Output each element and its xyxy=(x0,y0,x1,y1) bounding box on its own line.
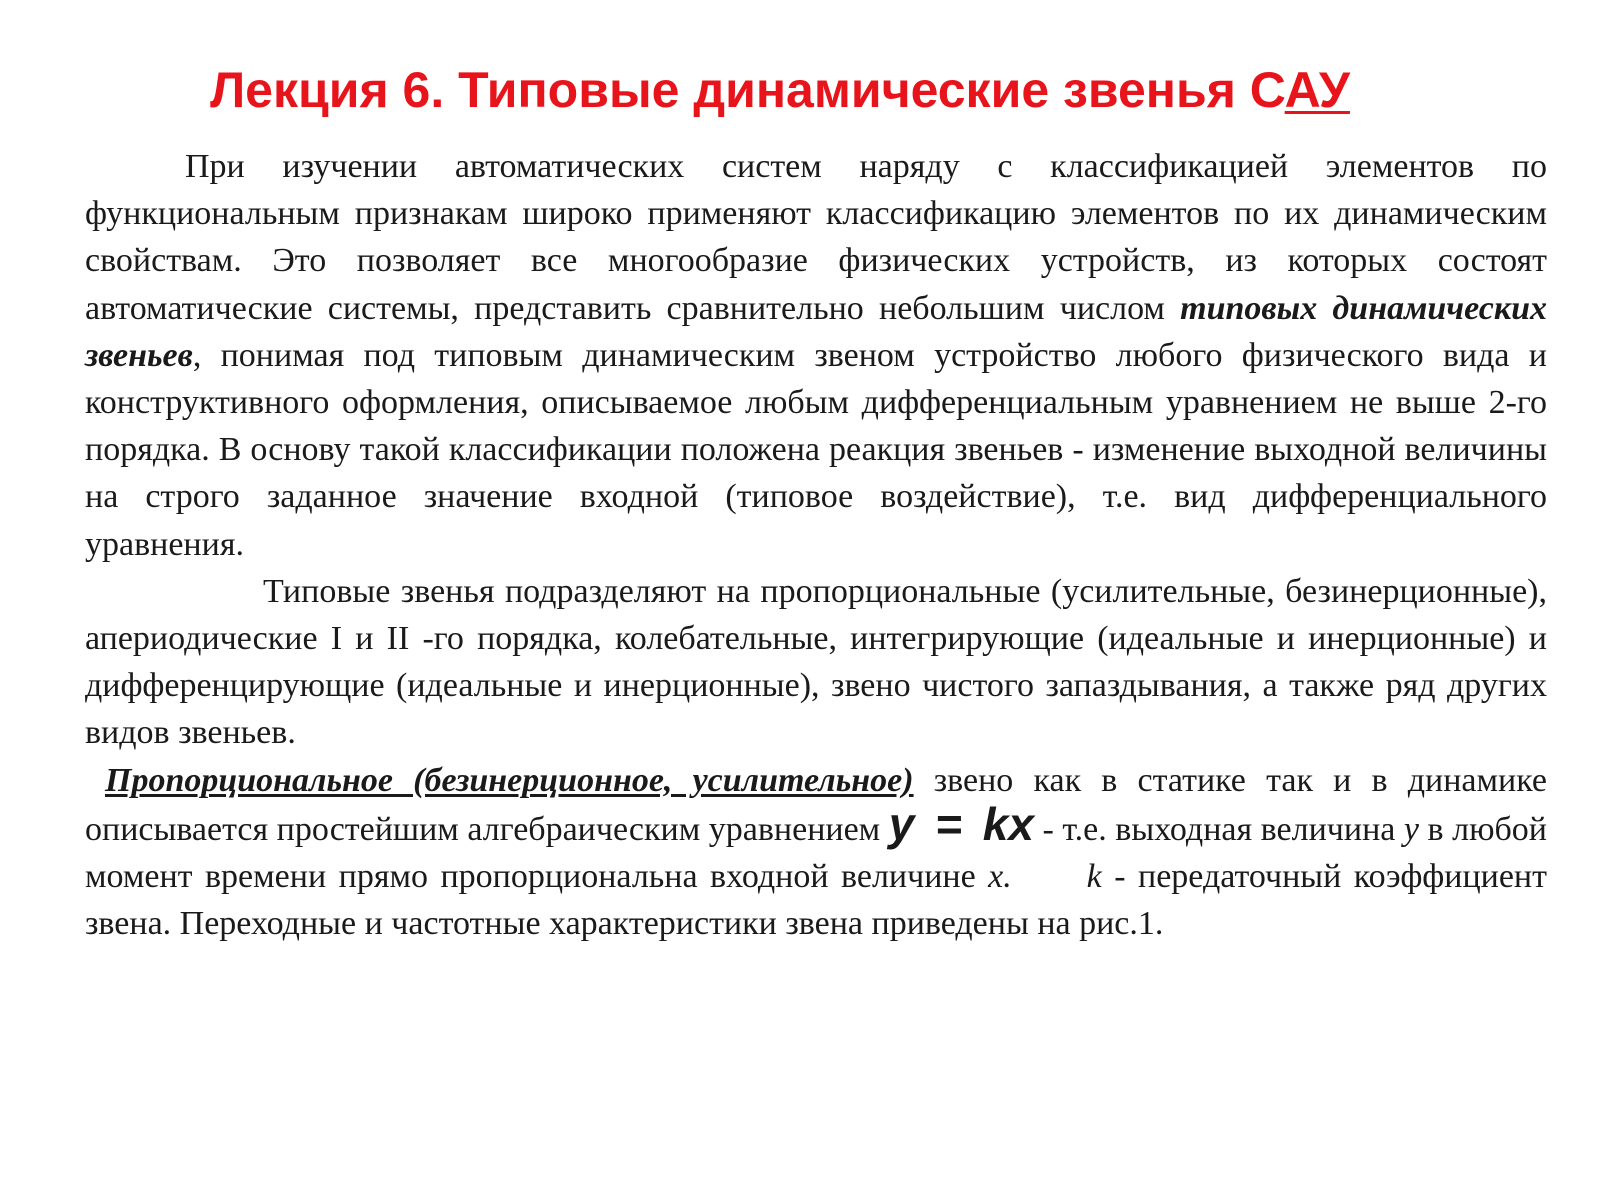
variable-x: х. xyxy=(988,858,1012,896)
term-typical-links: типовых динамических звеньев xyxy=(85,289,1547,374)
paragraph-intro-text-b: , понимая под типовым динамическим звеном устройство любого физического вида и конструктивного оформления, описываемое любым дифференциальным уравнением не выше 2-го порядка. В основу такой классификации положена реакция звеньев - изменение выходной величины на строго заданное значение входной (типовое воздействие), т.е. вид дифференциального уравнения. xyxy=(85,336,1547,563)
paragraph-intro xyxy=(85,143,1547,568)
paragraph-proportional-text-a: звено как в статике так и в динамике описывается простейшим алгебраическим уравнением xyxy=(85,761,1547,848)
paragraph-proportional xyxy=(85,757,1547,948)
paragraph-intro-text-a: При изучении автоматических систем наряду с классификацией элементов по функциональным признакам широко применяют классификацию элементов по их динамическим свойствам. Это позволяет все многообразие физических устройств, из которых состоят автоматические системы, представить сравнительно небольшим числом xyxy=(85,148,1547,327)
paragraph-proportional-spacer xyxy=(1012,858,1087,895)
slide-body xyxy=(85,143,1547,947)
paragraph-proportional-text-b: - т.е. выходная величина xyxy=(1033,810,1404,848)
paragraph-types xyxy=(85,568,1547,757)
paragraph-proportional-text-e: - передаточный коэффициент звена. Переходные и частотные характеристики звена приведены на рис.1. xyxy=(85,858,1547,943)
variable-y: у xyxy=(1403,810,1419,848)
paragraph-proportional-text-c: в любой момент времени прямо пропорциональна входной величине xyxy=(85,810,1547,896)
term-proportional-link: Пропорциональное (безинерционное, усилительное) xyxy=(105,761,914,799)
slide-title xyxy=(0,58,1560,122)
title-main: Лекция 6. Типовые динамические звенья С xyxy=(210,62,1285,118)
equation-y-kx: y = kx xyxy=(888,797,1034,850)
title-underlined: АУ xyxy=(1284,62,1350,118)
paragraph-types-text: Типовые звенья подразделяют на пропорциональные (усилительные, безинерционные), апериодические I и II -го порядка, колебательные, интегрирующие (идеальные и инерционные) и дифференцирующие (идеальные и инерционные), звено чистого запаздывания, а также ряд других видов звеньев. xyxy=(85,572,1547,752)
variable-k: k xyxy=(1086,858,1102,896)
